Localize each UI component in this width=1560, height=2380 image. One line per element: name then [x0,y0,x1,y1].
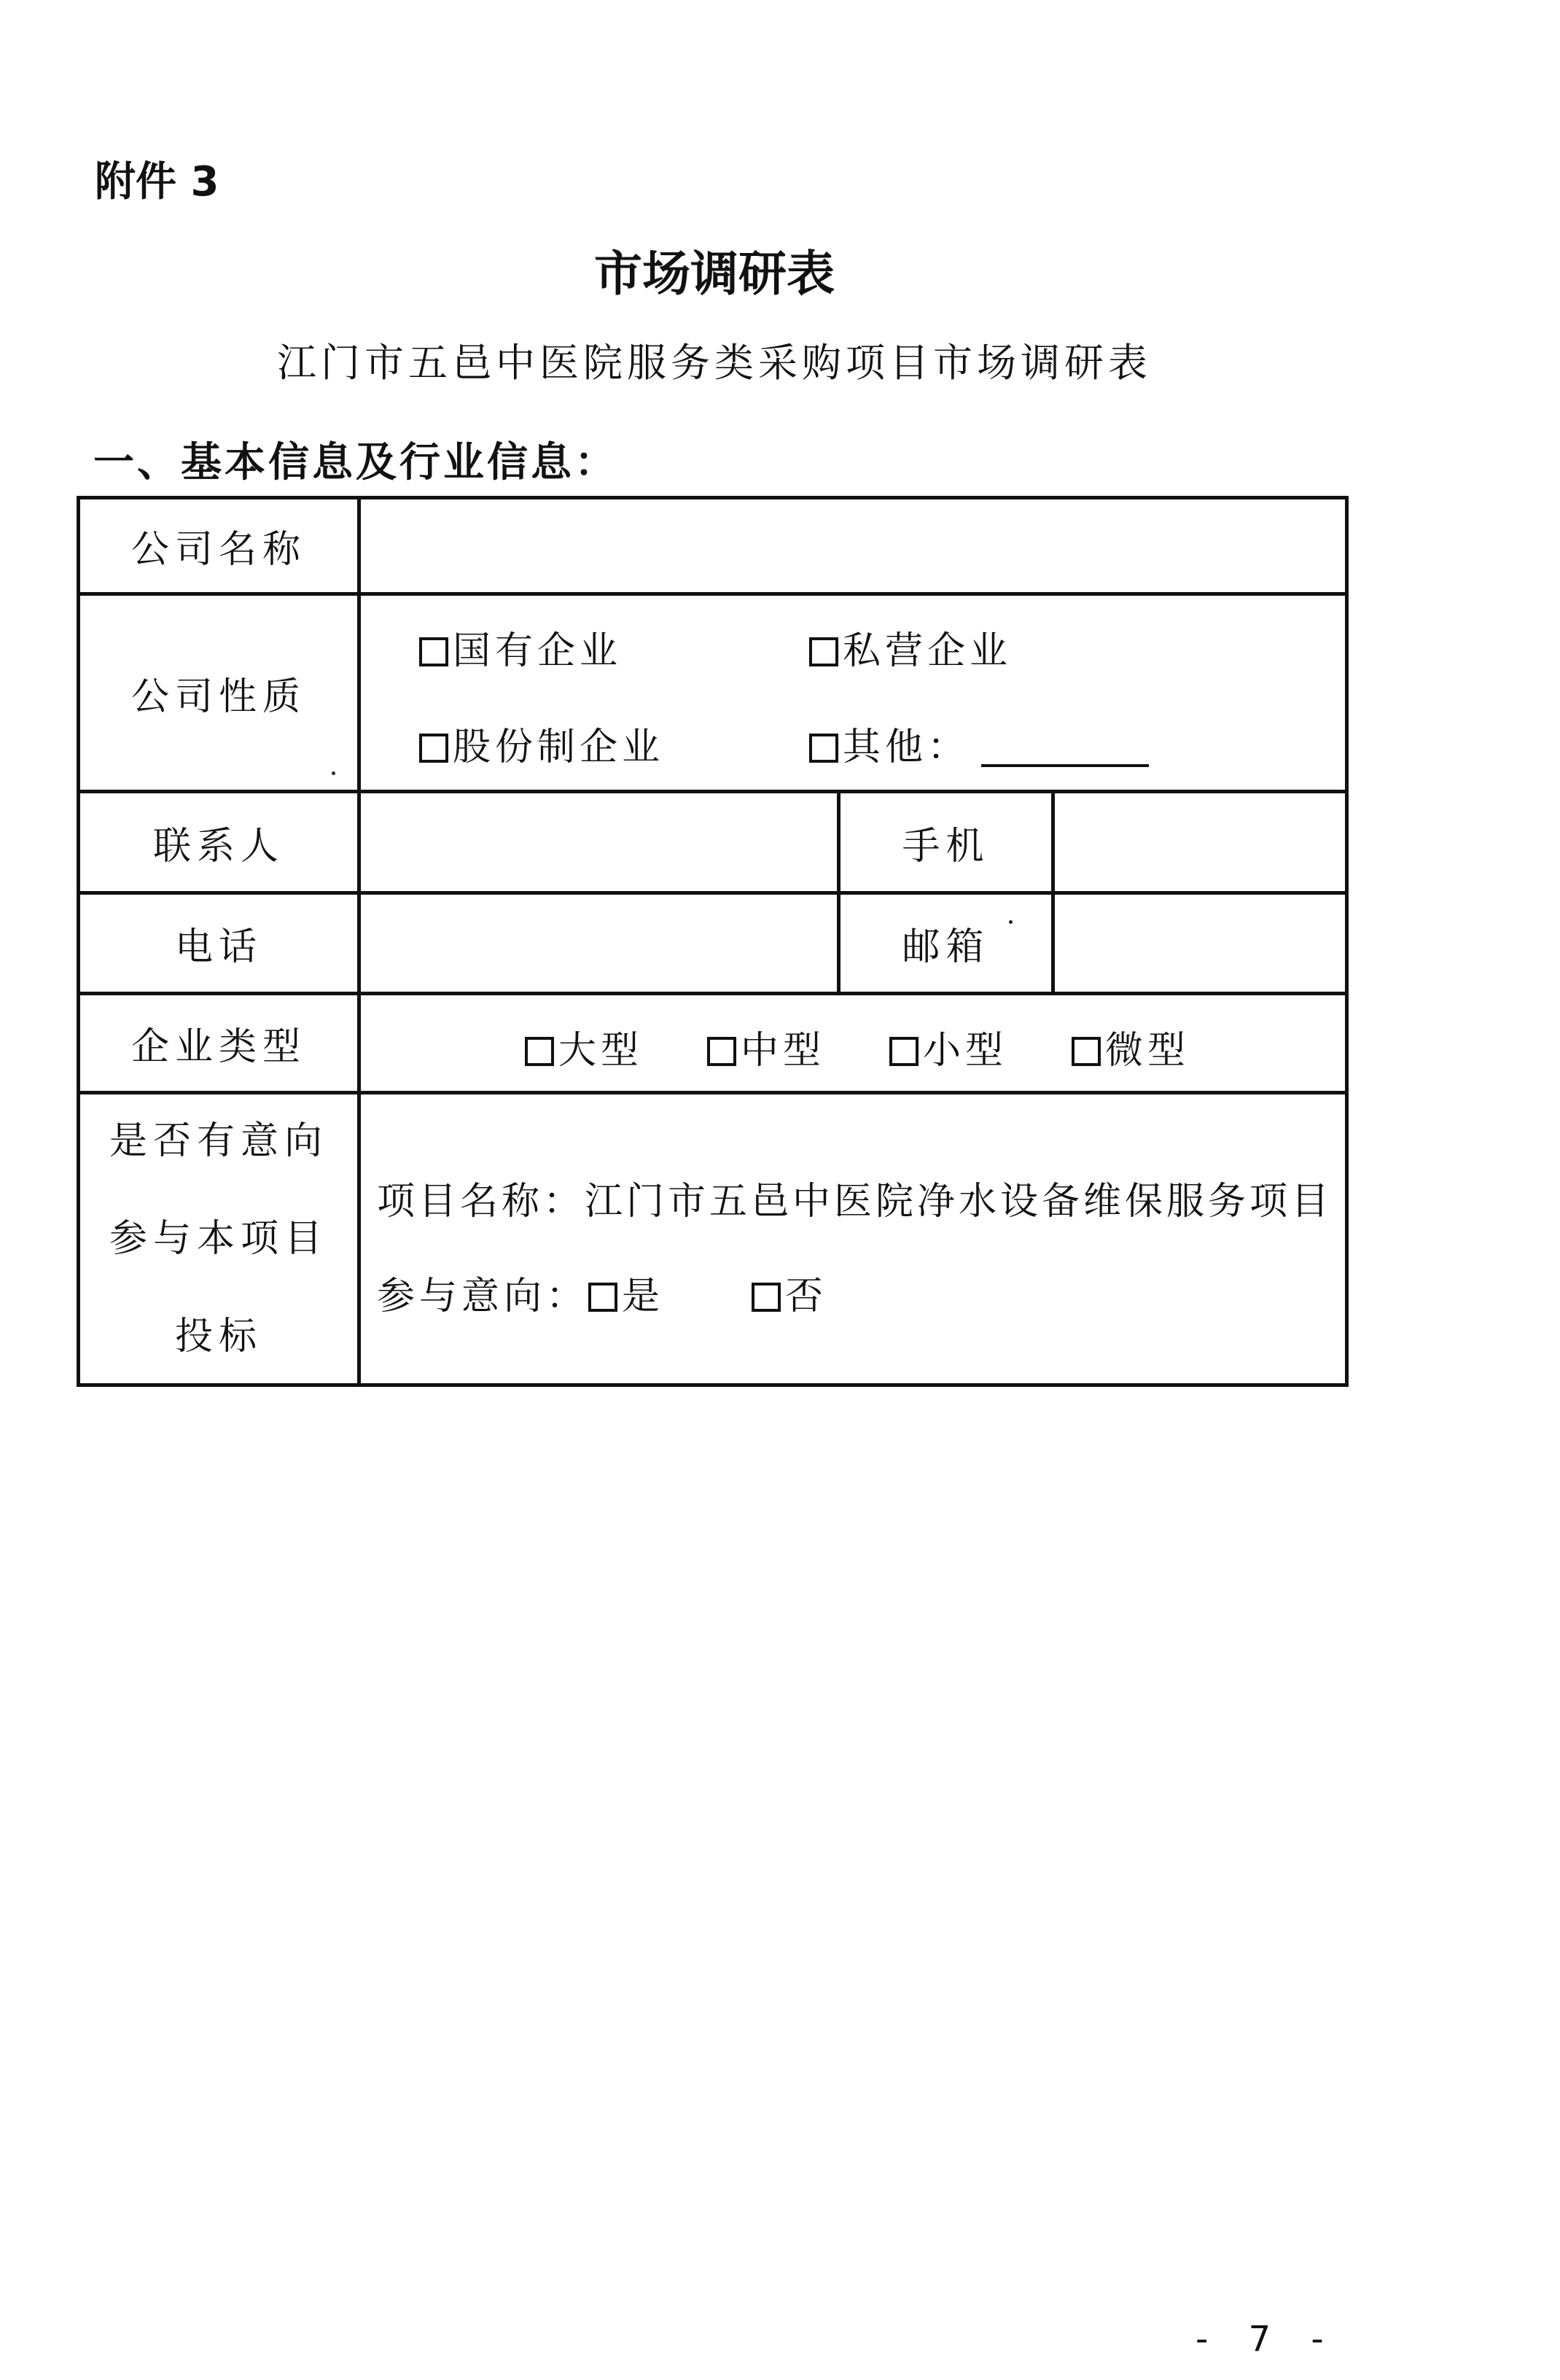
contact-label: 联系人 [152,824,284,868]
project-name-line: 项目名称：江门市五邑中医院净水设备维保服务项目 [377,1180,1333,1224]
checkbox-icon [707,1037,736,1066]
contact-field[interactable] [361,793,837,891]
section-heading: 一、基本信息及行业信息： [93,439,618,486]
intent-no[interactable] [752,1275,827,1318]
page-subtitle: 江门市五邑中医院服务类采购项目市场调研表 [277,340,1152,386]
option-state-owned[interactable] [419,620,622,674]
phone-field[interactable] [361,895,837,992]
option-label: 股份制企业 [453,726,665,769]
email-field[interactable] [1055,895,1345,992]
checkbox-icon [809,734,838,763]
option-label: 小型 [923,1029,1008,1073]
intent-label-line: 是否有意向 [109,1119,328,1163]
company-type-label: 公司性质 [130,674,306,719]
option-label: 其他： [843,726,970,769]
checkbox-icon [809,637,838,666]
email-label: 邮箱 [902,925,990,969]
option-micro[interactable] [1072,1019,1190,1074]
checkbox-icon [419,734,448,763]
table-border-bottom [77,1383,1349,1387]
phone-label: 电话 [174,925,262,969]
intent-line [377,1265,827,1320]
table-border-right [1345,496,1349,1387]
option-other[interactable] [809,716,1149,771]
intent-yes[interactable] [588,1275,664,1318]
option-label: 否 [785,1275,828,1318]
option-private[interactable] [809,620,1012,674]
option-medium[interactable] [707,1019,825,1074]
intent-label-line: 参与本项目 [109,1217,328,1261]
ink-speck [1009,920,1013,924]
checkbox-icon [889,1037,919,1066]
option-joint-stock[interactable] [419,716,664,771]
other-fill-line[interactable] [981,764,1149,767]
ink-speck [332,771,335,775]
page-number: - 7 - [1196,2319,1338,2360]
attachment-label: 附件 3 [95,158,219,206]
checkbox-icon [525,1037,554,1066]
company-name-label: 公司名称 [130,528,306,572]
enterprise-size-label: 企业类型 [130,1025,306,1069]
option-small[interactable] [889,1019,1007,1074]
option-label: 微型 [1105,1029,1190,1073]
company-name-field[interactable] [361,499,1345,592]
option-label: 是 [622,1275,665,1318]
option-large[interactable] [525,1019,643,1074]
checkbox-icon [1072,1037,1101,1066]
mobile-label: 手机 [902,824,990,868]
intent-label [80,1094,357,1383]
intent-label-line: 投标 [174,1315,262,1358]
option-label: 大型 [558,1029,644,1073]
mobile-field[interactable] [1055,793,1345,891]
checkbox-icon [419,637,448,666]
option-label: 中型 [741,1029,826,1073]
checkbox-icon [588,1283,617,1312]
option-label: 国有企业 [453,629,623,673]
page-title: 市场调研表 [594,246,835,302]
option-label: 私营企业 [843,629,1013,673]
checkbox-icon [752,1283,781,1312]
intent-prefix: 参与意向： [377,1275,589,1318]
